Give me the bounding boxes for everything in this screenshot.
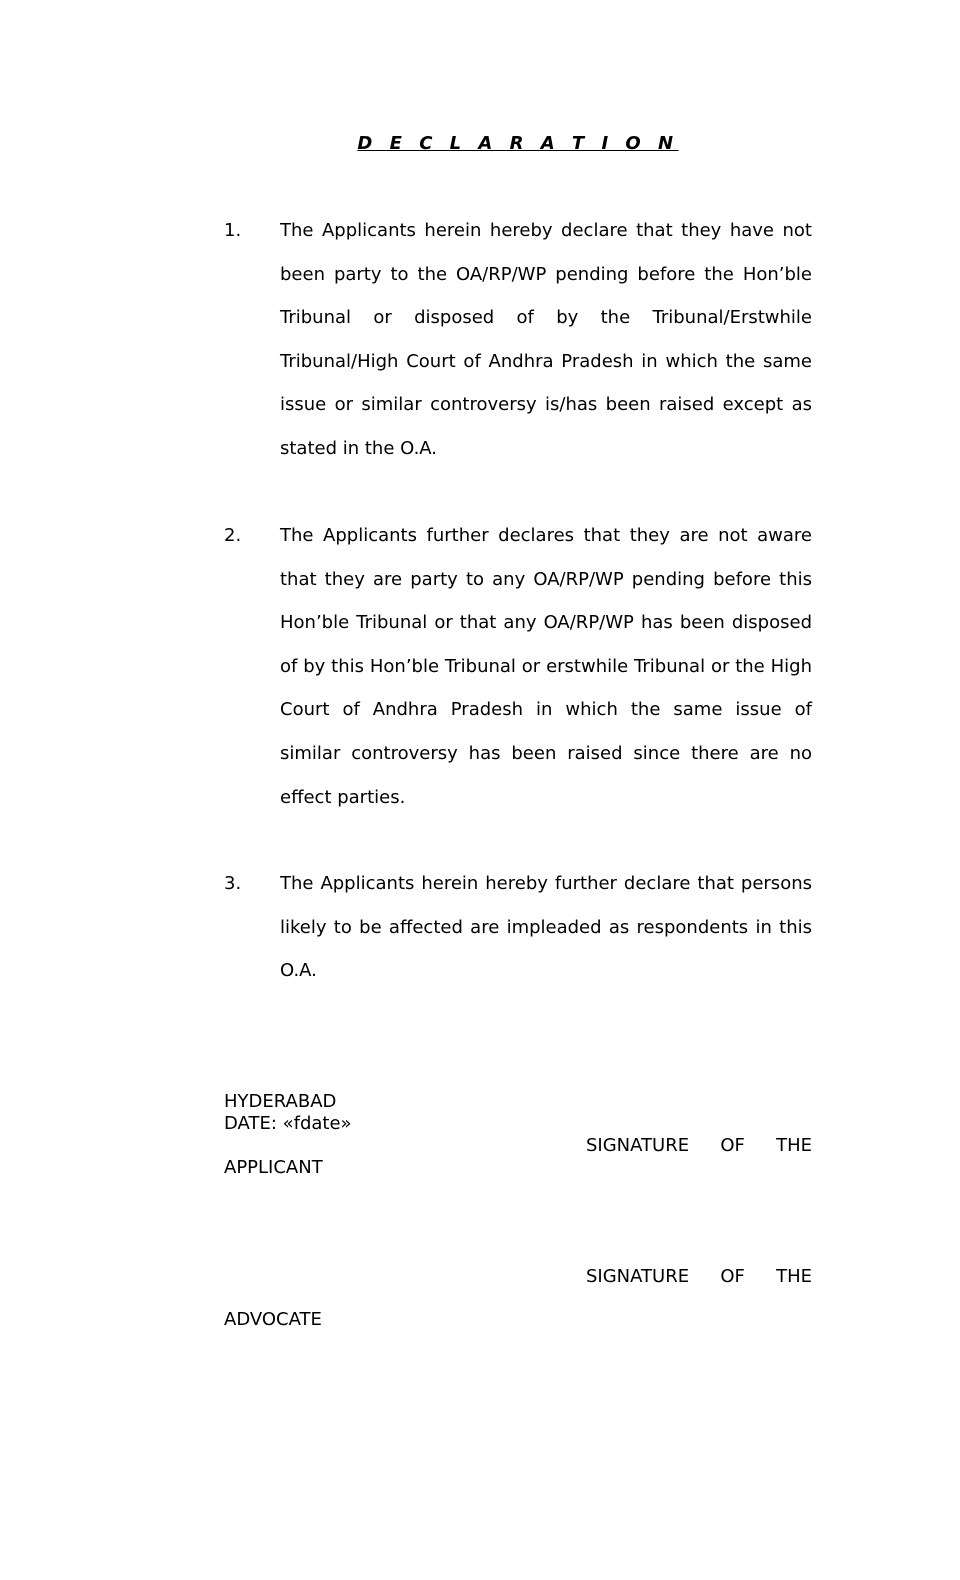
signature-word: SIGNATURE bbox=[586, 1266, 690, 1287]
signature-word: THE bbox=[776, 1135, 812, 1156]
applicant-label: APPLICANT bbox=[224, 1157, 323, 1178]
item-text: The Applicants further declares that they are not aware that they are party to any OA/RP/WP pending before this Hon’ble Tribunal or that any OA/RP/WP has been disposed of by this Hon’ble Tribunal or erstwhile Tribunal or the High Court of Andhra Pradesh in which the same issue of similar controversy has been raised since there are no effect parties. bbox=[280, 525, 812, 808]
signature-word: SIGNATURE bbox=[586, 1135, 690, 1156]
place-label: HYDERABAD bbox=[224, 1091, 337, 1112]
declaration-item-3 bbox=[224, 862, 812, 993]
declaration-item-1 bbox=[224, 209, 812, 471]
declaration-item-2 bbox=[224, 514, 812, 819]
signature-word: OF bbox=[720, 1266, 745, 1287]
advocate-label: ADVOCATE bbox=[224, 1309, 322, 1330]
page-title: D E C L A R A T I O N bbox=[357, 133, 679, 154]
date-label: DATE: «fdate» bbox=[224, 1113, 352, 1134]
item-number: 2. bbox=[224, 525, 242, 546]
item-number: 3. bbox=[224, 873, 242, 894]
signature-word: OF bbox=[720, 1135, 745, 1156]
signature-word: THE bbox=[776, 1266, 812, 1287]
advocate-signature-line bbox=[586, 1266, 812, 1288]
item-text: The Applicants herein hereby declare that they have not been party to the OA/RP/WP pending before the Hon’ble Tribunal or disposed of by the Tribunal/Erstwhile Tribunal/High Court of Andhra Pradesh in which the same issue or similar controversy is/has been raised except as stated in the O.A. bbox=[280, 220, 812, 459]
item-number: 1. bbox=[224, 220, 242, 241]
applicant-signature-line bbox=[586, 1135, 812, 1157]
item-text: The Applicants herein hereby further declare that persons likely to be affected are impleaded as respondents in this O.A. bbox=[280, 873, 812, 982]
